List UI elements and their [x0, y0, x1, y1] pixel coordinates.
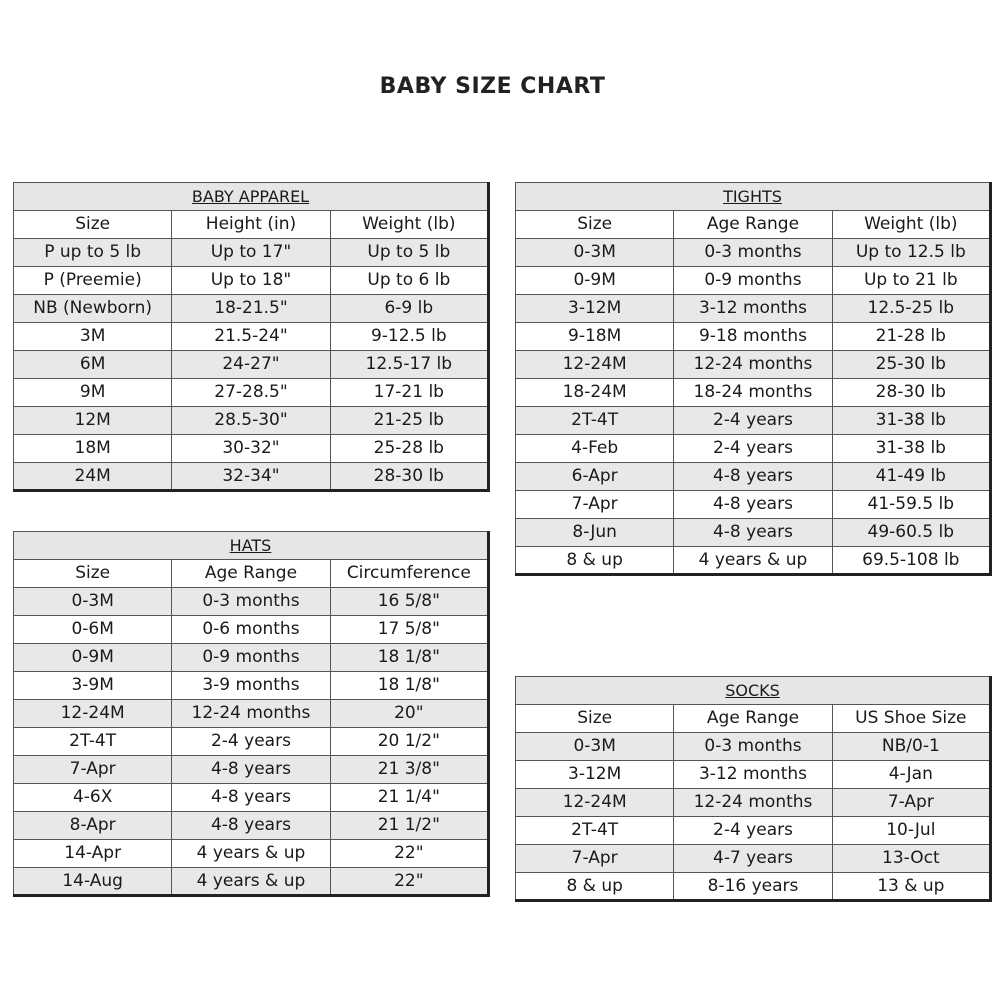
table-cell: 6-Apr	[516, 463, 674, 491]
table-cell: 18M	[14, 435, 172, 463]
table-cell: 0-9 months	[172, 644, 330, 672]
table-cell: 8-16 years	[674, 873, 832, 901]
table-row	[516, 733, 991, 761]
table-cell: 6M	[14, 351, 172, 379]
column-header: Age Range	[172, 560, 330, 588]
table-row	[14, 588, 489, 616]
table-cell: 6-9 lb	[330, 295, 488, 323]
table-cell: 20 1/2"	[330, 728, 488, 756]
table-row	[14, 868, 489, 896]
table-cell: 4-8 years	[172, 812, 330, 840]
table-caption: BABY APPAREL	[191, 186, 310, 206]
table-cell: 12.5-25 lb	[832, 295, 990, 323]
table-cell: 18 1/8"	[330, 644, 488, 672]
table-cell: 25-30 lb	[832, 351, 990, 379]
table-cell: 27-28.5"	[172, 379, 330, 407]
table-cell: 18-21.5"	[172, 295, 330, 323]
column-header: Age Range	[674, 211, 832, 239]
table-cell: 7-Apr	[516, 491, 674, 519]
table-row	[14, 267, 489, 295]
table-caption: TIGHTS	[723, 186, 782, 206]
table-cell: 3-12M	[516, 761, 674, 789]
table-row	[516, 547, 991, 575]
table-cell: NB (Newborn)	[14, 295, 172, 323]
table-cell: 3-9 months	[172, 672, 330, 700]
table-cell: 22"	[330, 868, 488, 896]
column-header: Circumference	[330, 560, 488, 588]
table-cell: 0-3M	[516, 239, 674, 267]
table-cell: 28-30 lb	[330, 463, 488, 491]
table-cell: Up to 6 lb	[330, 267, 488, 295]
table-row	[516, 761, 991, 789]
table-caption: SOCKS	[725, 680, 780, 700]
table-cell: 3-12 months	[674, 295, 832, 323]
table-row	[14, 756, 489, 784]
table-cell: 9-18M	[516, 323, 674, 351]
table-row	[516, 491, 991, 519]
table-cell: 4-7 years	[674, 845, 832, 873]
table-cell: 25-28 lb	[330, 435, 488, 463]
table-cell: 0-9M	[14, 644, 172, 672]
table-cell: 2T-4T	[516, 817, 674, 845]
table-row	[14, 351, 489, 379]
table-row	[14, 463, 489, 491]
table-cell: 4-Jan	[832, 761, 990, 789]
table-cell: 13 & up	[832, 873, 990, 901]
table-cell: 2-4 years	[172, 728, 330, 756]
table-cell: 12-24M	[14, 700, 172, 728]
table-caption: HATS	[229, 535, 272, 555]
table-cell: 0-3 months	[172, 588, 330, 616]
column-header: Weight (lb)	[832, 211, 990, 239]
table-cell: 4-6X	[14, 784, 172, 812]
table-cell: 14-Aug	[14, 868, 172, 896]
table-cell: Up to 18"	[172, 267, 330, 295]
table-cell: 0-3M	[516, 733, 674, 761]
hats-table	[13, 531, 490, 897]
table-row	[14, 672, 489, 700]
table-cell: 21-28 lb	[832, 323, 990, 351]
table-row	[516, 267, 991, 295]
table-cell: 8-Jun	[516, 519, 674, 547]
table-cell: 16 5/8"	[330, 588, 488, 616]
table-cell: 12.5-17 lb	[330, 351, 488, 379]
table-cell: 4-8 years	[172, 784, 330, 812]
column-header: Weight (lb)	[330, 211, 488, 239]
table-caption-row	[14, 532, 489, 560]
table-cell: 9-18 months	[674, 323, 832, 351]
table-cell: 17-21 lb	[330, 379, 488, 407]
table-cell: 28-30 lb	[832, 379, 990, 407]
table-cell: 28.5-30"	[172, 407, 330, 435]
table-row	[14, 784, 489, 812]
table-cell: 3-12M	[516, 295, 674, 323]
table-cell: 4 years & up	[674, 547, 832, 575]
table-row	[14, 295, 489, 323]
table-cell: 4-8 years	[172, 756, 330, 784]
table-row	[516, 817, 991, 845]
table-cell: 8-Apr	[14, 812, 172, 840]
table-header-row	[516, 705, 991, 733]
table-cell: 21 3/8"	[330, 756, 488, 784]
table-cell: 3-12 months	[674, 761, 832, 789]
table-row	[14, 728, 489, 756]
table-header-row	[14, 211, 489, 239]
table-cell: 22"	[330, 840, 488, 868]
table-row	[516, 239, 991, 267]
column-header: Size	[516, 705, 674, 733]
socks-table	[515, 676, 992, 902]
table-cell: 12-24 months	[674, 351, 832, 379]
table-cell: 12-24M	[516, 351, 674, 379]
table-cell: Up to 17"	[172, 239, 330, 267]
column-header: Size	[516, 211, 674, 239]
table-cell: Up to 12.5 lb	[832, 239, 990, 267]
table-cell: 32-34"	[172, 463, 330, 491]
table-cell: 4-8 years	[674, 491, 832, 519]
table-row	[516, 295, 991, 323]
table-cell: 0-3M	[14, 588, 172, 616]
table-cell: 4-8 years	[674, 463, 832, 491]
table-row	[14, 379, 489, 407]
table-cell: 0-9 months	[674, 267, 832, 295]
table-cell: 0-6 months	[172, 616, 330, 644]
table-cell: 18-24M	[516, 379, 674, 407]
table-row	[516, 435, 991, 463]
table-cell: 3-9M	[14, 672, 172, 700]
table-cell: P (Preemie)	[14, 267, 172, 295]
table-caption-row	[516, 183, 991, 211]
column-header: US Shoe Size	[832, 705, 990, 733]
table-row	[516, 463, 991, 491]
table-cell: 12-24 months	[674, 789, 832, 817]
table-row	[516, 407, 991, 435]
column-header: Age Range	[674, 705, 832, 733]
table-cell: 20"	[330, 700, 488, 728]
table-cell: 24-27"	[172, 351, 330, 379]
baby-apparel-table	[13, 182, 490, 492]
table-row	[14, 616, 489, 644]
table-cell: 9M	[14, 379, 172, 407]
table-cell: 12M	[14, 407, 172, 435]
column-header: Height (in)	[172, 211, 330, 239]
table-cell: Up to 21 lb	[832, 267, 990, 295]
table-cell: 2-4 years	[674, 435, 832, 463]
table-cell: 13-Oct	[832, 845, 990, 873]
table-row	[14, 435, 489, 463]
column-header: Size	[14, 560, 172, 588]
table-row	[516, 845, 991, 873]
table-cell: 12-24 months	[172, 700, 330, 728]
table-cell: 31-38 lb	[832, 435, 990, 463]
table-caption-row	[516, 677, 991, 705]
table-cell: 18-24 months	[674, 379, 832, 407]
page-title: BABY SIZE CHART	[379, 74, 606, 99]
table-cell: 2-4 years	[674, 407, 832, 435]
table-cell: 7-Apr	[516, 845, 674, 873]
table-header-row	[516, 211, 991, 239]
table-cell: 4-8 years	[674, 519, 832, 547]
table-cell: 7-Apr	[832, 789, 990, 817]
table-cell: Up to 5 lb	[330, 239, 488, 267]
table-row	[14, 644, 489, 672]
table-row	[14, 239, 489, 267]
table-row	[516, 351, 991, 379]
table-row	[14, 407, 489, 435]
table-cell: 8 & up	[516, 873, 674, 901]
table-cell: 0-9M	[516, 267, 674, 295]
table-cell: 49-60.5 lb	[832, 519, 990, 547]
table-cell: 21.5-24"	[172, 323, 330, 351]
table-cell: 8 & up	[516, 547, 674, 575]
table-cell: 21 1/2"	[330, 812, 488, 840]
table-cell: 30-32"	[172, 435, 330, 463]
table-cell: 4-Feb	[516, 435, 674, 463]
table-cell: 21 1/4"	[330, 784, 488, 812]
table-cell: 18 1/8"	[330, 672, 488, 700]
tights-table	[515, 182, 992, 576]
table-row	[14, 700, 489, 728]
table-cell: NB/0-1	[832, 733, 990, 761]
table-row	[516, 873, 991, 901]
table-row	[14, 840, 489, 868]
table-cell: 31-38 lb	[832, 407, 990, 435]
table-cell: 17 5/8"	[330, 616, 488, 644]
table-cell: 2T-4T	[516, 407, 674, 435]
table-cell: 21-25 lb	[330, 407, 488, 435]
table-cell: 41-49 lb	[832, 463, 990, 491]
table-cell: 2T-4T	[14, 728, 172, 756]
column-header: Size	[14, 211, 172, 239]
table-cell: P up to 5 lb	[14, 239, 172, 267]
table-row	[516, 379, 991, 407]
table-cell: 3M	[14, 323, 172, 351]
table-row	[14, 323, 489, 351]
table-cell: 10-Jul	[832, 817, 990, 845]
table-cell: 24M	[14, 463, 172, 491]
table-cell: 0-6M	[14, 616, 172, 644]
table-cell: 2-4 years	[674, 817, 832, 845]
table-cell: 0-3 months	[674, 239, 832, 267]
table-cell: 4 years & up	[172, 868, 330, 896]
table-header-row	[14, 560, 489, 588]
table-row	[14, 812, 489, 840]
table-caption-row	[14, 183, 489, 211]
table-cell: 4 years & up	[172, 840, 330, 868]
table-cell: 41-59.5 lb	[832, 491, 990, 519]
table-cell: 9-12.5 lb	[330, 323, 488, 351]
table-cell: 69.5-108 lb	[832, 547, 990, 575]
table-row	[516, 323, 991, 351]
table-row	[516, 519, 991, 547]
table-row	[516, 789, 991, 817]
table-cell: 7-Apr	[14, 756, 172, 784]
table-cell: 12-24M	[516, 789, 674, 817]
table-cell: 14-Apr	[14, 840, 172, 868]
table-cell: 0-3 months	[674, 733, 832, 761]
